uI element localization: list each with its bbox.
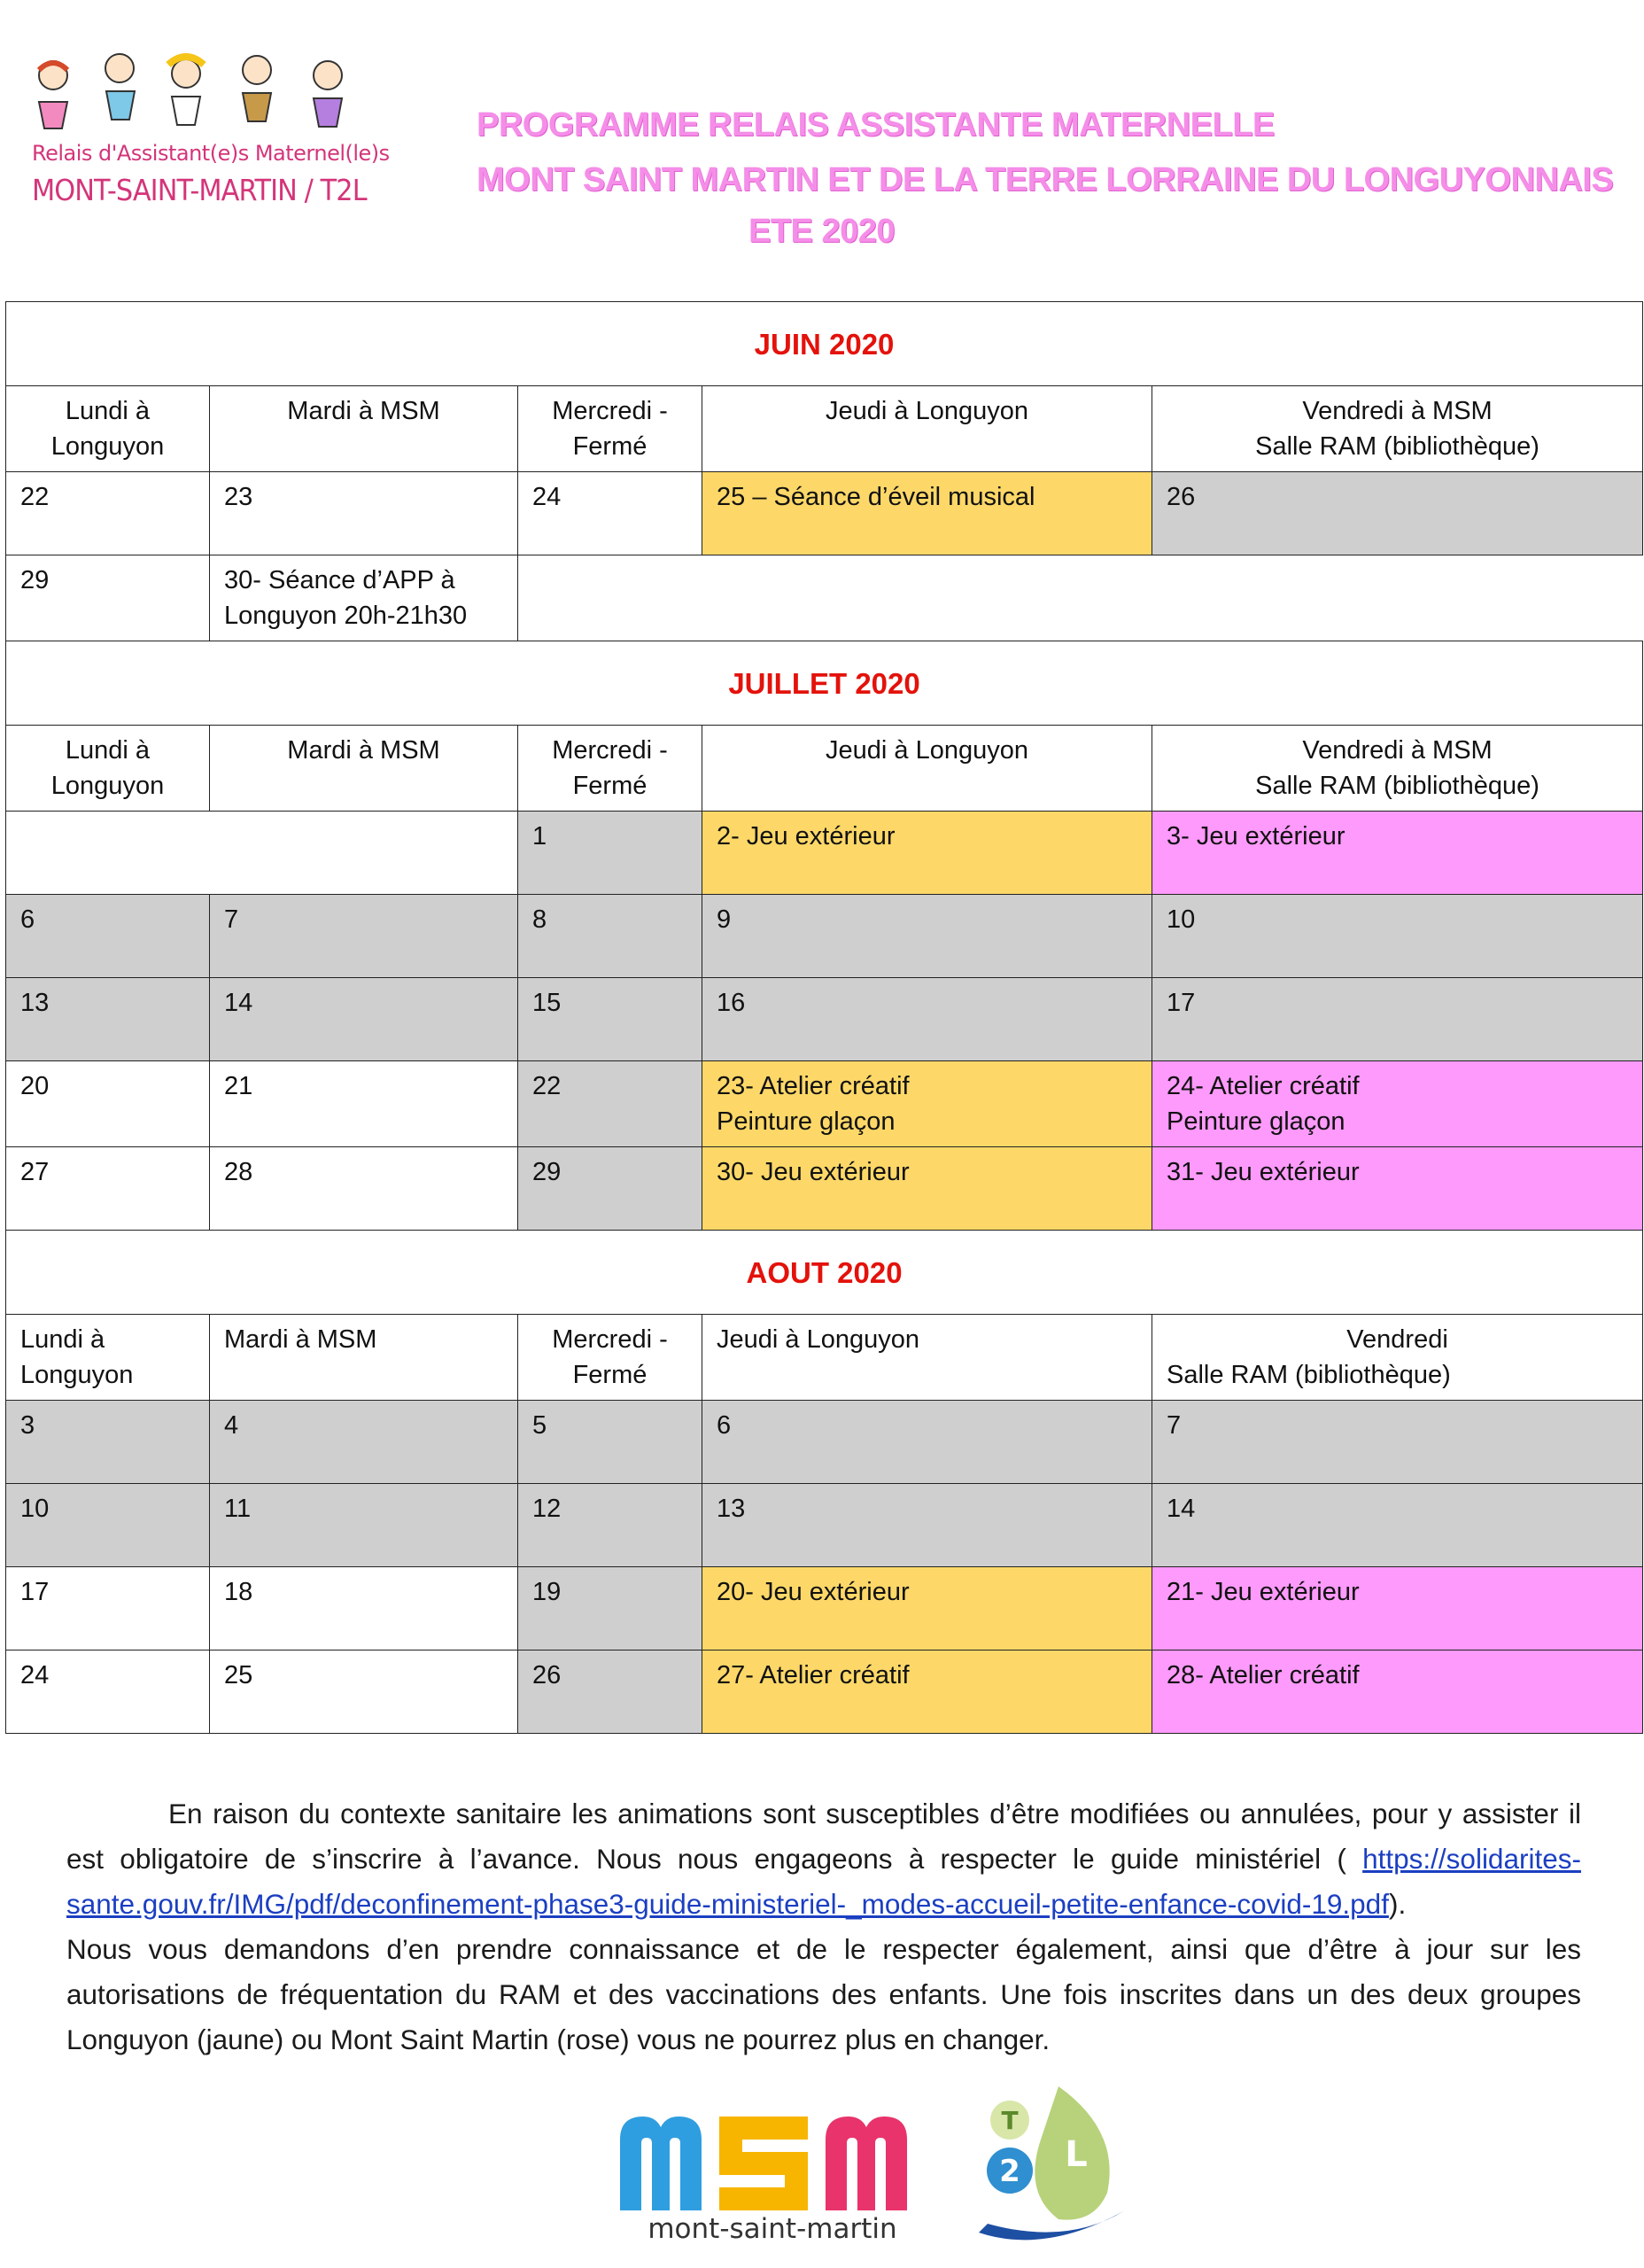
day-cell: 10 [6, 1484, 210, 1567]
day-cell: 4 [210, 1401, 518, 1484]
header-mardi: Mardi à MSM [210, 1315, 518, 1401]
header-vendredi [1152, 726, 1643, 812]
table-row [6, 1061, 1643, 1147]
header-lundi: Lundi à Longuyon [6, 386, 210, 472]
children-illustration-icon [27, 49, 372, 137]
title-line1: PROGRAMME RELAIS ASSISTANTE MATERNELLE [477, 106, 1275, 144]
day-cell: 20 [6, 1061, 210, 1147]
day-cell: 15 [518, 978, 702, 1061]
day-cell: 14 [210, 978, 518, 1061]
event-cell-msm [1152, 1061, 1643, 1147]
header-jeudi: Jeudi à Longuyon [702, 726, 1152, 812]
event-title: 23- Atelier créatif [717, 1072, 910, 1100]
day-cell: 1 [518, 812, 702, 895]
day-cell: 17 [6, 1567, 210, 1651]
day-cell: 3 [6, 1401, 210, 1484]
event-cell-msm: 28- Atelier créatif [1152, 1651, 1643, 1734]
header-vendredi-line2: Salle RAM (bibliothèque) [1255, 772, 1539, 800]
event-cell-longuyon: 27- Atelier créatif [702, 1651, 1152, 1734]
header-mardi: Mardi à MSM [210, 726, 518, 812]
day-cell: 24 [518, 472, 702, 555]
logo-line2: MONT-SAINT-MARTIN / T2L [32, 173, 367, 207]
day-cell: 28 [210, 1147, 518, 1231]
empty-cell [518, 555, 1643, 641]
table-row [6, 1567, 1643, 1651]
t2l-letter-t: T [1001, 2106, 1019, 2135]
event-cell-msm: 3- Jeu extérieur [1152, 812, 1643, 895]
guide-link[interactable]: https://solidarites-sante.gouv.fr/IMG/pdf/deconfinement-phase3-guide-ministeriel-_modes-accueil-petite-enfance-covid-19.pdf [66, 1843, 1581, 1920]
notice-text-1: En raison du contexte sanitaire les animations sont susceptibles d’être modifiées ou annulées, pour y assister il est obligatoire de s’inscrire à l’avance. Nous nous engageons à respecter le guide ministériel ( [66, 1798, 1581, 1875]
notice-text-1b: ). [1388, 1888, 1407, 1920]
day-cell: 18 [210, 1567, 518, 1651]
msm-caption: mont-saint-martin [648, 2213, 897, 2245]
event-cell-longuyon: 2- Jeu extérieur [702, 812, 1152, 895]
day-cell: 16 [702, 978, 1152, 1061]
header-vendredi-line2: Salle RAM (bibliothèque) [1255, 432, 1539, 461]
event-subtitle: Peinture glaçon [1167, 1107, 1345, 1136]
header-mardi: Mardi à MSM [210, 386, 518, 472]
day-header-row [6, 726, 1643, 812]
event-cell-msm: 21- Jeu extérieur [1152, 1567, 1643, 1651]
t2l-logo-icon [961, 2078, 1134, 2255]
event-cell-longuyon: 25 – Séance d’éveil musical [702, 472, 1152, 555]
day-header-row [6, 386, 1643, 472]
event-cell-msm: 31- Jeu extérieur [1152, 1147, 1643, 1231]
day-header-row [6, 1315, 1643, 1401]
day-cell: 10 [1152, 895, 1643, 978]
event-title: 24- Atelier créatif [1167, 1072, 1360, 1100]
logo-line1: Relais d'Assistant(e)s Maternel(le)s [32, 141, 390, 166]
day-cell: 14 [1152, 1484, 1643, 1567]
header-jeudi: Jeudi à Longuyon [702, 1315, 1152, 1401]
event-cell-longuyon: 30- Jeu extérieur [702, 1147, 1152, 1231]
header-vendredi-line1: Vendredi [1346, 1325, 1448, 1354]
header-vendredi-line1: Vendredi à MSM [1302, 736, 1493, 765]
header-vendredi [1152, 1315, 1643, 1401]
day-cell: 22 [6, 472, 210, 555]
table-row [6, 812, 1643, 895]
header-lundi: Lundi à Longuyon [6, 726, 210, 812]
event-subtitle: Peinture glaçon [717, 1107, 896, 1136]
day-cell: 6 [702, 1401, 1152, 1484]
header-vendredi-line1: Vendredi à MSM [1302, 397, 1493, 425]
day-cell: 29 [518, 1147, 702, 1231]
table-row [6, 1484, 1643, 1567]
event-cell-longuyon [702, 1061, 1152, 1147]
event-cell-longuyon: 20- Jeu extérieur [702, 1567, 1152, 1651]
day-cell: 25 [210, 1651, 518, 1734]
day-cell: 21 [210, 1061, 518, 1147]
day-cell: 26 [1152, 472, 1643, 555]
title-line3: ETE 2020 [748, 213, 895, 250]
table-row [6, 472, 1643, 555]
event-cell-app: 30- Séance d’APP à Longuyon 20h-21h30 [210, 555, 518, 641]
day-cell: 19 [518, 1567, 702, 1651]
t2l-letter-l: L [1065, 2134, 1088, 2175]
header-mercredi: Mercredi - Fermé [518, 1315, 702, 1401]
header-jeudi: Jeudi à Longuyon [702, 386, 1152, 472]
empty-cell [6, 812, 518, 895]
header-vendredi [1152, 386, 1643, 472]
title-line2: MONT SAINT MARTIN ET DE LA TERRE LORRAINE DU LONGUYONNAIS [477, 161, 1614, 198]
month-aout: AOUT 2020 [6, 1231, 1643, 1315]
day-cell: 23 [210, 472, 518, 555]
month-juin: JUIN 2020 [6, 302, 1643, 386]
day-cell: 22 [518, 1061, 702, 1147]
day-cell: 9 [702, 895, 1152, 978]
table-row [6, 895, 1643, 978]
schedule-table [5, 301, 1643, 1734]
table-row [6, 1401, 1643, 1484]
day-cell: 6 [6, 895, 210, 978]
notice-text-2: Nous vous demandons d’en prendre connaissance et de le respecter également, ainsi que d’être à jour sur les autorisations de fréquentation du RAM et des vaccinations des enfants. Une fois inscrites dans un des deux groupes Longuyon (jaune) ou Mont Saint Martin (rose) vous ne pourrez plus en changer. [66, 1933, 1581, 2055]
day-cell: 26 [518, 1651, 702, 1734]
day-cell: 8 [518, 895, 702, 978]
header-vendredi-line2: Salle RAM (bibliothèque) [1167, 1361, 1451, 1389]
month-juillet: JUILLET 2020 [6, 641, 1643, 726]
header-lundi: Lundi à Longuyon [6, 1315, 210, 1401]
day-cell: 13 [6, 978, 210, 1061]
day-cell: 24 [6, 1651, 210, 1734]
day-cell: 7 [210, 895, 518, 978]
table-row [6, 1147, 1643, 1231]
table-row [6, 978, 1643, 1061]
day-cell: 29 [6, 555, 210, 641]
day-cell: 7 [1152, 1401, 1643, 1484]
header-mercredi: Mercredi - Fermé [518, 726, 702, 812]
header-mercredi: Mercredi - Fermé [518, 386, 702, 472]
sanitary-notice [66, 1791, 1581, 2062]
day-cell: 13 [702, 1484, 1152, 1567]
t2l-letter-2: 2 [999, 2154, 1020, 2189]
day-cell: 27 [6, 1147, 210, 1231]
day-cell: 12 [518, 1484, 702, 1567]
day-cell: 11 [210, 1484, 518, 1567]
day-cell: 5 [518, 1401, 702, 1484]
day-cell: 17 [1152, 978, 1643, 1061]
table-row [6, 1651, 1643, 1734]
ram-logo [27, 49, 390, 217]
table-row [6, 555, 1643, 641]
